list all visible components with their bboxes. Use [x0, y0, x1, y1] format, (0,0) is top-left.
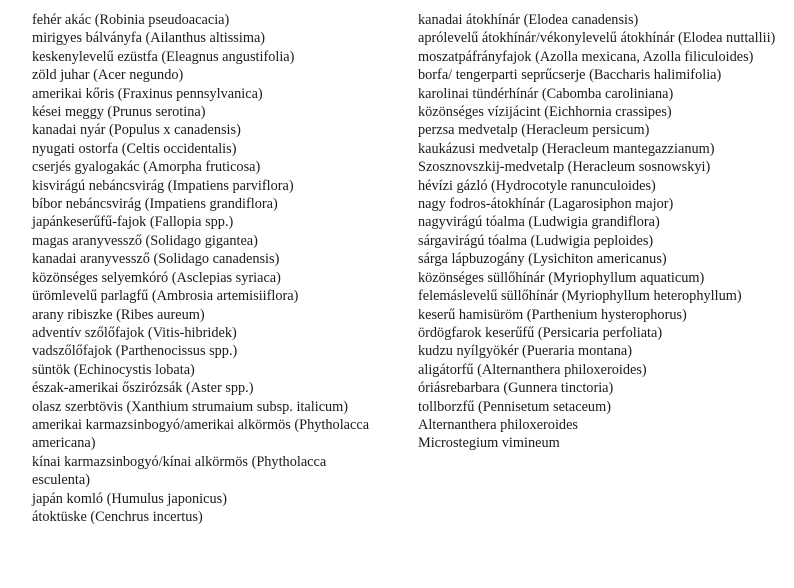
list-item: sárga lápbuzogány (Lysichiton americanus): [418, 251, 667, 268]
list-item: cserjés gyalogakác (Amorpha fruticosa): [32, 159, 261, 176]
list-item: aprólevelű átokhínár/vékonylevelű átokhínár (Elodea nuttallii): [418, 30, 776, 47]
list-item: Szosznovszkij-medvetalp (Heracleum sosnowskyi): [418, 159, 711, 176]
list-item: arany ribiszke (Ribes aureum): [32, 306, 205, 323]
list-item: süntök (Echinocystis lobata): [32, 361, 195, 378]
list-item: közönséges süllőhínár (Myriophyllum aquaticum): [418, 269, 705, 286]
list-item: kudzu nyílgyökér (Pueraria montana): [418, 343, 632, 360]
list-item: mirigyes bálványfa (Ailanthus altissima): [32, 30, 266, 47]
list-item: kanadai aranyvessző (Solidago canadensis): [32, 251, 280, 268]
list-item: ördögfarok keserűfű (Persicaria perfoliata): [418, 324, 663, 341]
list-item: átoktüske (Cenchrus incertus): [32, 508, 203, 525]
list-item: nyugati ostorfa (Celtis occidentalis): [32, 140, 237, 157]
list-item: Alternanthera philoxeroides: [418, 416, 578, 433]
list-item: hévízi gázló (Hydrocotyle ranunculoides): [418, 177, 656, 194]
list-item: tollborzfű (Pennisetum setaceum): [418, 398, 611, 415]
list-item: keskenylevelű ezüstfa (Eleagnus angustifolia): [32, 48, 295, 65]
list-item: kanadai nyár (Populus x canadensis): [32, 122, 241, 139]
list-item: ürömlevelű parlagfű (Ambrosia artemisiiflora): [32, 288, 299, 305]
list-item: japánkeserűfű-fajok (Fallopia spp.): [32, 214, 234, 231]
list-item: olasz szerbtövis (Xanthium strumaium subsp. italicum): [32, 398, 349, 415]
list-item: sárgavirágú tóalma (Ludwigia peploides): [418, 232, 654, 249]
list-item: zöld juhar (Acer negundo): [32, 67, 184, 84]
list-item: magas aranyvessző (Solidago gigantea): [32, 232, 258, 249]
left-species-list: [32, 11, 382, 526]
list-item: moszatpáfrányfajok (Azolla mexicana, Azolla filiculoides): [418, 48, 754, 65]
list-item: karolinai tündérhínár (Cabomba caroliniana): [418, 85, 674, 102]
right-species-list: [418, 11, 788, 453]
list-item: adventív szőlőfajok (Vitis-hibridek): [32, 324, 237, 341]
list-item: amerikai karmazsinbogyó/amerikai alkörmös (Phytholacca americana): [32, 416, 370, 452]
list-item: kínai karmazsinbogyó/kínai alkörmös (Phytholacca esculenta): [32, 453, 327, 489]
list-item: japán komló (Humulus japonicus): [32, 490, 227, 507]
list-item: vadszőlőfajok (Parthenocissus spp.): [32, 343, 238, 360]
list-item: észak-amerikai őszirózsák (Aster spp.): [32, 380, 254, 397]
list-item: felemáslevelű süllőhínár (Myriophyllum heterophyllum): [418, 288, 742, 305]
list-item: Microstegium vimineum: [418, 435, 560, 452]
list-item: óriásrebarbara (Gunnera tinctoria): [418, 380, 614, 397]
list-item: kisvirágú nebáncsvirág (Impatiens parviflora): [32, 177, 294, 194]
list-item: közönséges vízijácint (Eichhornia crassipes): [418, 104, 672, 121]
list-item: kései meggy (Prunus serotina): [32, 104, 206, 121]
list-item: kaukázusi medvetalp (Heracleum mantegazzianum): [418, 140, 715, 157]
list-item: borfa/ tengerparti seprűcserje (Baccharis halimifolia): [418, 67, 722, 84]
list-item: nagy fodros-átokhínár (Lagarosiphon major): [418, 196, 674, 213]
list-item: kanadai átokhínár (Elodea canadensis): [418, 12, 639, 28]
list-item: bíbor nebáncsvirág (Impatiens grandiflora): [32, 196, 278, 213]
list-item: közönséges selyemkóró (Asclepias syriaca): [32, 269, 281, 286]
list-item: amerikai kőris (Fraxinus pennsylvanica): [32, 85, 263, 102]
list-item: fehér akác (Robinia pseudoacacia): [32, 12, 230, 28]
list-item: keserű hamisüröm (Parthenium hysterophorus): [418, 306, 687, 323]
list-item: perzsa medvetalp (Heracleum persicum): [418, 122, 650, 139]
list-item: nagyvirágú tóalma (Ludwigia grandiflora): [418, 214, 660, 231]
list-item: aligátorfű (Alternanthera philoxeroides): [418, 361, 647, 378]
